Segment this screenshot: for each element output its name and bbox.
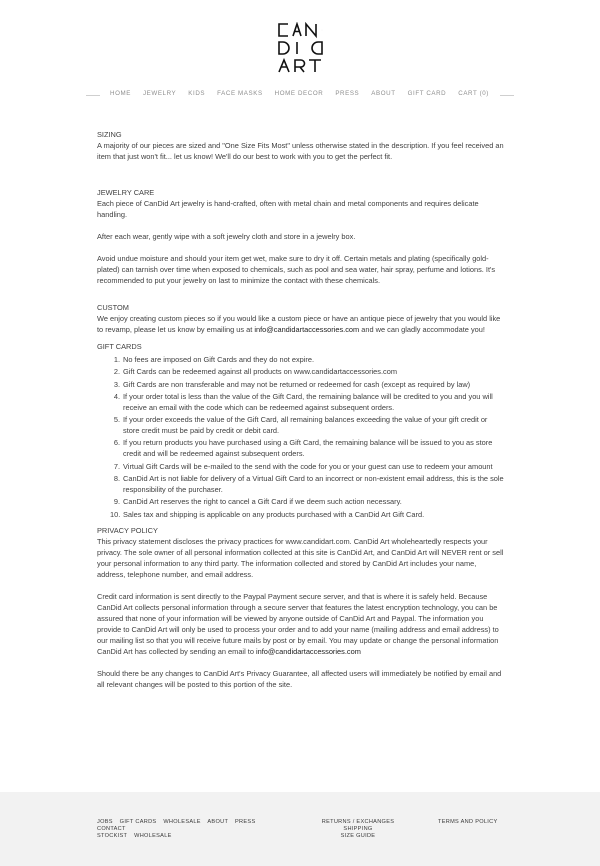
sizing-section xyxy=(97,129,505,162)
list-number: 6. xyxy=(113,438,120,448)
list-item xyxy=(97,437,505,459)
privacy-paragraph-3: Should there be any changes to CanDid Art's Privacy Guarantee, all affected users will immediately be notified by email and all relevant changes will be posted to this portion of the site. xyxy=(97,668,502,689)
nav-item-jewelry[interactable]: JEWELRY xyxy=(142,90,177,97)
privacy-paragraph-2-text: Credit card information is sent directly to the Paypal Payment secure server, and that is where it is safely held. Because CanDid Art collects personal information through a secure server that features the latest encryption technology, you can be assured that none of your information will be viewed by anyone outside of CanDid Art and Paypal. The information you provide to CanDid Art will only be used to process your order and to add your name (mailing address and email address) to our mailing list so that you will receive future mails by post or by email. You may update or change the personal information CanDid Art has collected by sending an email to xyxy=(97,591,499,656)
brand-logo[interactable] xyxy=(276,22,326,76)
list-item-text: Sales tax and shipping is applicable on any products purchased with a CanDid Art Gift Card. xyxy=(123,509,425,519)
footer-row xyxy=(438,819,508,826)
jewelry-care-paragraph-2: After each wear, gently wipe with a soft jewelry cloth and store in a jewelry box. xyxy=(97,232,356,241)
footer-row xyxy=(308,833,413,840)
list-number: 4. xyxy=(113,391,120,401)
main-nav xyxy=(0,90,600,102)
privacy-email-link[interactable]: info@candidartaccessories.com xyxy=(256,646,361,656)
footer-column-3 xyxy=(438,819,508,826)
nav-item-about[interactable]: ABOUT xyxy=(371,90,396,97)
list-item xyxy=(97,354,505,365)
list-item-text: Gift Cards are non transferable and may not be returned or redeemed for cash (except as required by law) xyxy=(123,379,471,389)
nav-list xyxy=(110,90,489,97)
footer-link-gift-cards[interactable]: GIFT CARDS xyxy=(119,819,157,825)
list-item-text: No fees are imposed on Gift Cards and they do not expire. xyxy=(123,355,315,364)
list-item xyxy=(97,414,505,436)
footer-link-size-guide[interactable]: SIZE GUIDE xyxy=(340,833,376,839)
nav-item-kids[interactable]: KIDS xyxy=(188,90,206,97)
nav-item-cart[interactable]: CART (0) xyxy=(458,90,489,97)
list-item-text: CanDid Art is not liable for delivery of a Virtual Gift Card to an incorrect or non-existent email address, this is the sole responsibility of the purchaser. xyxy=(123,474,504,495)
custom-section xyxy=(97,302,505,335)
footer-link-about[interactable]: ABOUT xyxy=(207,819,229,825)
sizing-heading: SIZING xyxy=(97,130,122,139)
list-item xyxy=(97,496,505,507)
list-item-text: If your order exceeds the value of the Gift Card, all remaining balances exceeding the value of your gift credit or store credit must be paid by credit or debit card. xyxy=(123,415,488,436)
custom-text-after: and we can gladly accommodate you! xyxy=(359,325,485,334)
list-item xyxy=(97,461,505,472)
gift-cards-heading: GIFT CARDS xyxy=(97,342,142,351)
custom-text-before: We enjoy creating custom pieces so if you would like a custom piece or have an antique piece of jewelry that you would like to revamp, please let us know by emailing us at xyxy=(97,314,501,334)
jewelry-care-section xyxy=(97,187,505,286)
footer-row xyxy=(97,819,287,833)
list-number: 9. xyxy=(113,497,120,507)
gift-cards-list xyxy=(97,354,505,520)
custom-heading: CUSTOM xyxy=(97,303,129,312)
privacy-section xyxy=(97,525,505,690)
nav-item-home[interactable]: HOME xyxy=(110,90,131,97)
footer-column-2 xyxy=(308,819,413,840)
list-item-text: If you return products you have purchased using a Gift Card, the remaining balance will be issued to you as store credit and will be redeemed against subsequent orders. xyxy=(123,438,493,459)
custom-text xyxy=(97,313,505,335)
list-item xyxy=(97,366,505,377)
list-number: 5. xyxy=(113,415,120,425)
list-item xyxy=(97,473,505,495)
footer-link-terms-and-policy[interactable]: TERMS AND POLICY xyxy=(438,819,498,825)
jewelry-care-paragraph-1: Each piece of CanDid Art jewelry is hand-crafted, often with metal chain and metal components and requires delicate handling. xyxy=(97,199,479,219)
jewelry-care-paragraph-3: Avoid undue moisture and should your item get wet, make sure to dry it off. Certain metals and plating (specifically gold-plated) can tarnish over time when exposed to chemicals, such as pool and sea water, hair spray, perfume and lotions. It's recommended to put your jewelry on last to minimize the contact with these chemicals. xyxy=(97,254,496,285)
nav-item-face-masks[interactable]: FACE MASKS xyxy=(217,90,263,97)
privacy-heading: PRIVACY POLICY xyxy=(97,525,158,535)
nav-item-home-decor[interactable]: HOME DECOR xyxy=(274,90,324,97)
site-footer xyxy=(0,792,600,866)
list-item xyxy=(97,391,505,413)
list-item xyxy=(97,379,505,390)
list-item-text: Virtual Gift Cards will be e-mailed to the send with the code for you or your guest can use to redeem your amount xyxy=(123,461,493,471)
list-number: 7. xyxy=(113,461,120,471)
list-item xyxy=(97,509,505,520)
policy-content xyxy=(97,129,505,690)
footer-link-press[interactable]: PRESS xyxy=(235,819,256,825)
footer-link-shipping[interactable]: SHIPPING xyxy=(343,826,373,832)
nav-item-press[interactable]: PRESS xyxy=(335,90,360,97)
sizing-text: A majority of our pieces are sized and "One Size Fits Most" unless otherwise stated in the description. If you feel received an item that just won't fit... let us know! We'll do our best to work with you to get the perfect fit. xyxy=(97,141,504,161)
footer-link-stockist[interactable]: STOCKIST xyxy=(97,833,128,839)
privacy-paragraph-1: This privacy statement discloses the privacy practices for www.candidart.com. CanDid Art wholeheartedly respects your privacy. The sole owner of all personal information collected at this site is CanDid Art, and CanDid Art will NEVER rent or sell your personal information to any third party. The information collected and stored by CanDid Art includes your name, address, telephone number, and email address. xyxy=(97,536,504,579)
list-number: 10. xyxy=(110,509,121,519)
list-item-text: If your order total is less than the value of the Gift Card, the remaining balance will be credited to you and you will receive an email with the code which can be redeemed against subsequent orders. xyxy=(123,391,493,412)
footer-link-jobs[interactable]: JOBS xyxy=(97,819,113,825)
footer-link-returns-exchanges[interactable]: RETURNS / EXCHANGES xyxy=(321,819,395,825)
nav-divider-left xyxy=(86,95,100,96)
jewelry-care-heading: JEWELRY CARE xyxy=(97,188,155,197)
list-number: 3. xyxy=(113,379,120,389)
nav-item-gift-card[interactable]: GIFT CARD xyxy=(407,90,447,97)
privacy-paragraph-2 xyxy=(97,591,505,657)
footer-row xyxy=(308,819,413,833)
list-item-text: Gift Cards can be redeemed against all products on www.candidartaccessories.com xyxy=(123,367,397,377)
footer-row xyxy=(97,833,287,840)
candid-art-logo-mark xyxy=(276,22,326,76)
list-item-text: CanDid Art reserves the right to cancel a Gift Card if we deem such action necessary. xyxy=(123,497,402,507)
footer-link-contact[interactable]: CONTACT xyxy=(97,826,126,832)
custom-email-link[interactable]: info@candidartaccessories.com xyxy=(254,325,360,334)
gift-cards-section xyxy=(97,341,505,520)
list-number: 8. xyxy=(113,474,120,484)
footer-column-1 xyxy=(97,819,287,840)
nav-divider-right xyxy=(500,95,514,96)
list-number: 1. xyxy=(113,355,120,364)
footer-link-wholesale[interactable]: WHOLESALE xyxy=(163,819,201,825)
list-number: 2. xyxy=(113,367,120,377)
footer-link-wholesale-2[interactable]: WHOLESALE xyxy=(134,833,172,839)
